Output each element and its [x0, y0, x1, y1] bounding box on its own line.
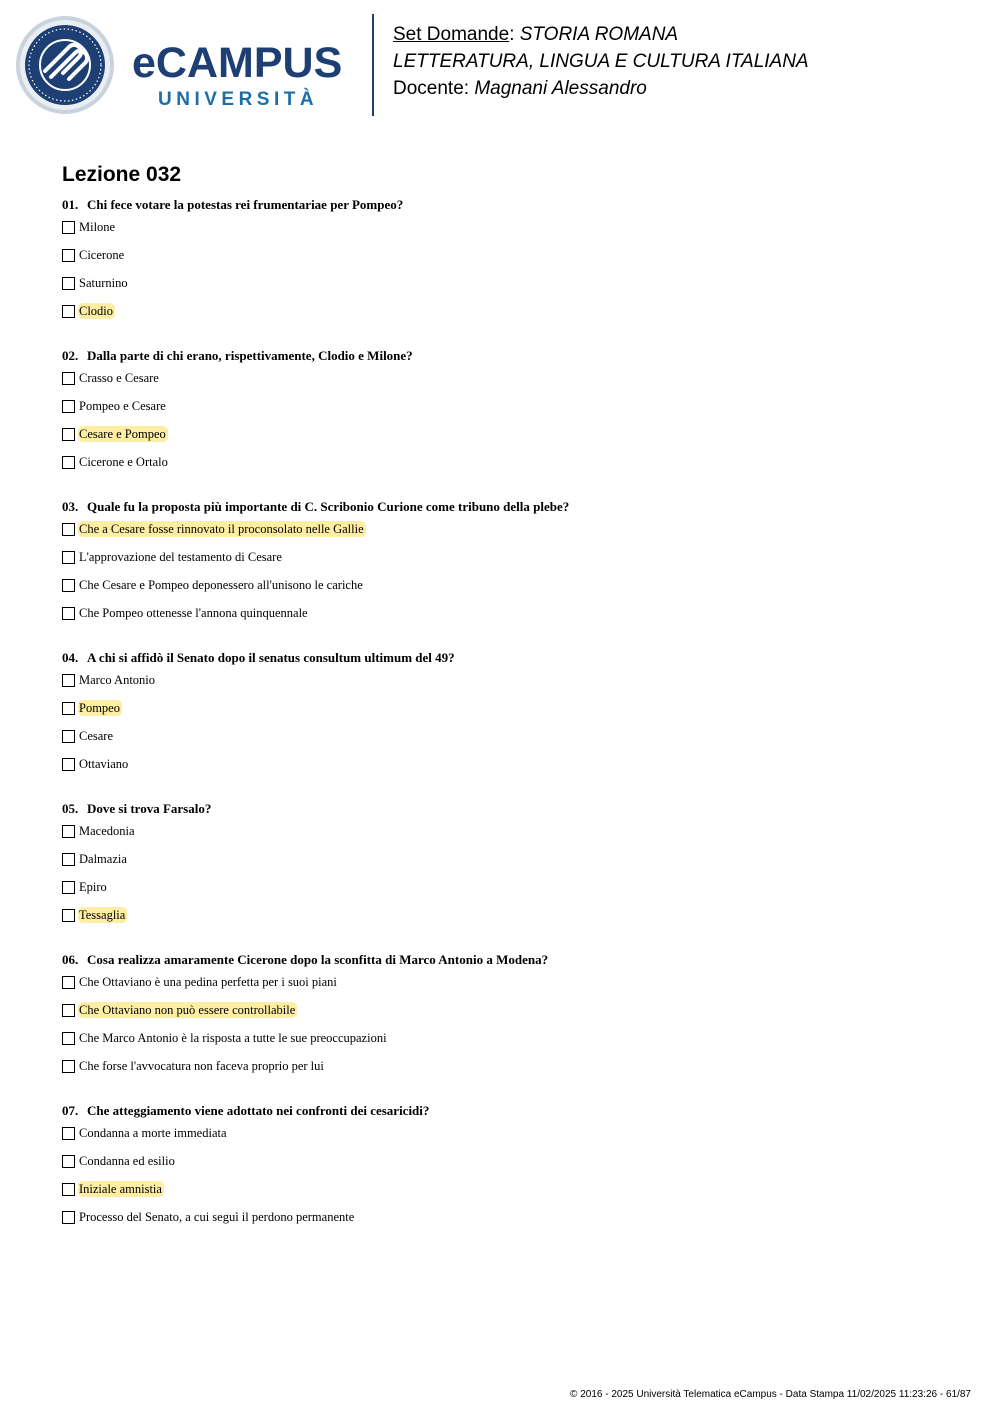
question-text: Cosa realizza amaramente Cicerone dopo la sconfitta di Marco Antonio a Modena?	[87, 952, 549, 967]
checkbox[interactable]	[62, 674, 75, 687]
answer-option[interactable]	[62, 702, 962, 730]
checkbox[interactable]	[62, 372, 75, 385]
question-list	[62, 195, 962, 1252]
checkbox[interactable]	[62, 1004, 75, 1017]
answer-option[interactable]	[62, 1004, 962, 1032]
checkbox[interactable]	[62, 702, 75, 715]
checkbox[interactable]	[62, 579, 75, 592]
checkbox[interactable]	[62, 428, 75, 441]
question-block	[62, 346, 962, 484]
answer-option[interactable]	[62, 372, 962, 400]
answer-option[interactable]	[62, 1183, 962, 1211]
question-block	[62, 195, 962, 333]
option-label: Processo del Senato, a cui seguì il perdono permanente	[79, 1210, 355, 1224]
answer-option[interactable]	[62, 909, 962, 937]
question-number: 01.	[62, 197, 79, 212]
option-label: Che Cesare e Pompeo deponessero all'unisono le cariche	[79, 578, 363, 592]
answer-option[interactable]	[62, 1127, 962, 1155]
question-text-line	[62, 1101, 962, 1121]
checkbox[interactable]	[62, 1183, 75, 1196]
option-label: Pompeo e Cesare	[79, 399, 166, 413]
checkbox[interactable]	[62, 1127, 75, 1140]
option-label: Ottaviano	[79, 757, 129, 771]
option-label: Dalmazia	[79, 852, 127, 866]
question-text: Quale fu la proposta più importante di C. Scribonio Curione come tribuno della plebe?	[87, 499, 570, 514]
checkbox[interactable]	[62, 523, 75, 536]
answer-option[interactable]	[62, 607, 962, 635]
checkbox[interactable]	[62, 758, 75, 771]
checkbox[interactable]	[62, 1211, 75, 1224]
option-label: Epiro	[79, 880, 107, 894]
lesson-title: Lezione 032	[62, 163, 182, 186]
answer-option[interactable]	[62, 1060, 962, 1088]
question-text-line	[62, 648, 962, 668]
option-label: Che Pompeo ottenesse l'annona quinquennale	[79, 606, 308, 620]
answer-option[interactable]	[62, 674, 962, 702]
course-name: LETTERATURA, LINGUA E CULTURA ITALIANA	[393, 51, 809, 72]
question-text: A chi si affidò il Senato dopo il senatus consultum ultimum del 49?	[87, 650, 455, 665]
option-label: Che forse l'avvocatura non faceva proprio per lui	[79, 1059, 324, 1073]
answer-option[interactable]	[62, 730, 962, 758]
checkbox[interactable]	[62, 881, 75, 894]
question-number: 04.	[62, 650, 79, 665]
header-divider	[372, 14, 374, 116]
question-number: 02.	[62, 348, 79, 363]
question-text-line	[62, 497, 962, 517]
teacher-line	[393, 75, 809, 102]
answer-option[interactable]	[62, 853, 962, 881]
highlighted-option-label: Pompeo	[79, 701, 120, 715]
option-label: Crasso e Cesare	[79, 371, 159, 385]
teacher-label: Docente:	[393, 78, 475, 99]
answer-option[interactable]	[62, 825, 962, 853]
question-text: Che atteggiamento viene adottato nei confronti dei cesaricidi?	[87, 1103, 430, 1118]
answer-option[interactable]	[62, 976, 962, 1004]
answer-option[interactable]	[62, 523, 962, 551]
answer-option[interactable]	[62, 1155, 962, 1183]
question-text-line	[62, 799, 962, 819]
answer-option[interactable]	[62, 881, 962, 909]
question-block	[62, 799, 962, 937]
checkbox[interactable]	[62, 456, 75, 469]
checkbox[interactable]	[62, 277, 75, 290]
checkbox[interactable]	[62, 1155, 75, 1168]
option-label: Milone	[79, 220, 116, 234]
question-number: 06.	[62, 952, 79, 967]
question-block	[62, 950, 962, 1088]
option-label: Che Marco Antonio è la risposta a tutte le sue preoccupazioni	[79, 1031, 387, 1045]
option-label: Cicerone	[79, 248, 125, 262]
answer-option[interactable]	[62, 305, 962, 333]
set-line	[393, 21, 809, 48]
question-text-line	[62, 195, 962, 215]
option-label: Saturnino	[79, 276, 128, 290]
header-info	[393, 21, 809, 102]
answer-option[interactable]	[62, 1032, 962, 1060]
option-label: Cicerone e Ortalo	[79, 455, 168, 469]
highlighted-option-label: Cesare e Pompeo	[79, 427, 166, 441]
highlighted-option-label: Iniziale amnistia	[79, 1182, 162, 1196]
set-label: Set Domande	[393, 24, 510, 45]
question-text-line	[62, 346, 962, 366]
option-label: Cesare	[79, 729, 114, 743]
question-text-line	[62, 950, 962, 970]
question-text: Dove si trova Farsalo?	[87, 801, 212, 816]
highlighted-option-label: Tessaglia	[79, 908, 126, 922]
question-text: Dalla parte di chi erano, rispettivamente, Clodio e Milone?	[87, 348, 413, 363]
checkbox[interactable]	[62, 853, 75, 866]
highlighted-option-label: Che Ottaviano non può essere controllabile	[79, 1003, 296, 1017]
answer-option[interactable]	[62, 579, 962, 607]
question-block	[62, 1101, 962, 1239]
checkbox[interactable]	[62, 825, 75, 838]
checkbox[interactable]	[62, 305, 75, 318]
highlighted-option-label: Clodio	[79, 304, 114, 318]
set-separator: :	[509, 24, 520, 45]
checkbox[interactable]	[62, 1032, 75, 1045]
checkbox[interactable]	[62, 607, 75, 620]
option-label: Condanna ed esilio	[79, 1154, 175, 1168]
checkbox[interactable]	[62, 551, 75, 564]
answer-option[interactable]	[62, 249, 962, 277]
answer-option[interactable]	[62, 1211, 962, 1239]
option-label: L'approvazione del testamento di Cesare	[79, 550, 282, 564]
set-value: STORIA ROMANA	[519, 24, 679, 45]
answer-option[interactable]	[62, 221, 962, 249]
question-number: 03.	[62, 499, 79, 514]
answer-option[interactable]	[62, 758, 962, 786]
checkbox[interactable]	[62, 221, 75, 234]
option-label: Marco Antonio	[79, 673, 156, 687]
checkbox[interactable]	[62, 976, 75, 989]
page-footer: © 2016 - 2025 Università Telematica eCampus - Data Stampa 11/02/2025 11:23:26 - 61/87	[570, 1389, 971, 1400]
option-label: Che Ottaviano è una pedina perfetta per i suoi piani	[79, 975, 337, 989]
highlighted-option-label: Che a Cesare fosse rinnovato il proconsolato nelle Gallie	[79, 522, 364, 536]
question-text: Chi fece votare la potestas rei frumentariae per Pompeo?	[87, 197, 404, 212]
answer-option[interactable]	[62, 277, 962, 305]
ecampus-wordmark: eCAMPUS	[132, 39, 343, 87]
checkbox[interactable]	[62, 730, 75, 743]
answer-option[interactable]	[62, 400, 962, 428]
question-number: 07.	[62, 1103, 79, 1118]
checkbox[interactable]	[62, 909, 75, 922]
checkbox[interactable]	[62, 1060, 75, 1073]
question-block	[62, 648, 962, 786]
option-label: Condanna a morte immediata	[79, 1126, 227, 1140]
answer-option[interactable]	[62, 551, 962, 579]
universita-subtitle: UNIVERSITÀ	[158, 89, 319, 110]
option-label: Macedonia	[79, 824, 135, 838]
checkbox[interactable]	[62, 400, 75, 413]
question-number: 05.	[62, 801, 79, 816]
question-block	[62, 497, 962, 635]
teacher-name: Magnani Alessandro	[474, 78, 647, 99]
checkbox[interactable]	[62, 249, 75, 262]
answer-option[interactable]	[62, 456, 962, 484]
answer-option[interactable]	[62, 428, 962, 456]
ecampus-emblem-logo	[15, 15, 115, 115]
